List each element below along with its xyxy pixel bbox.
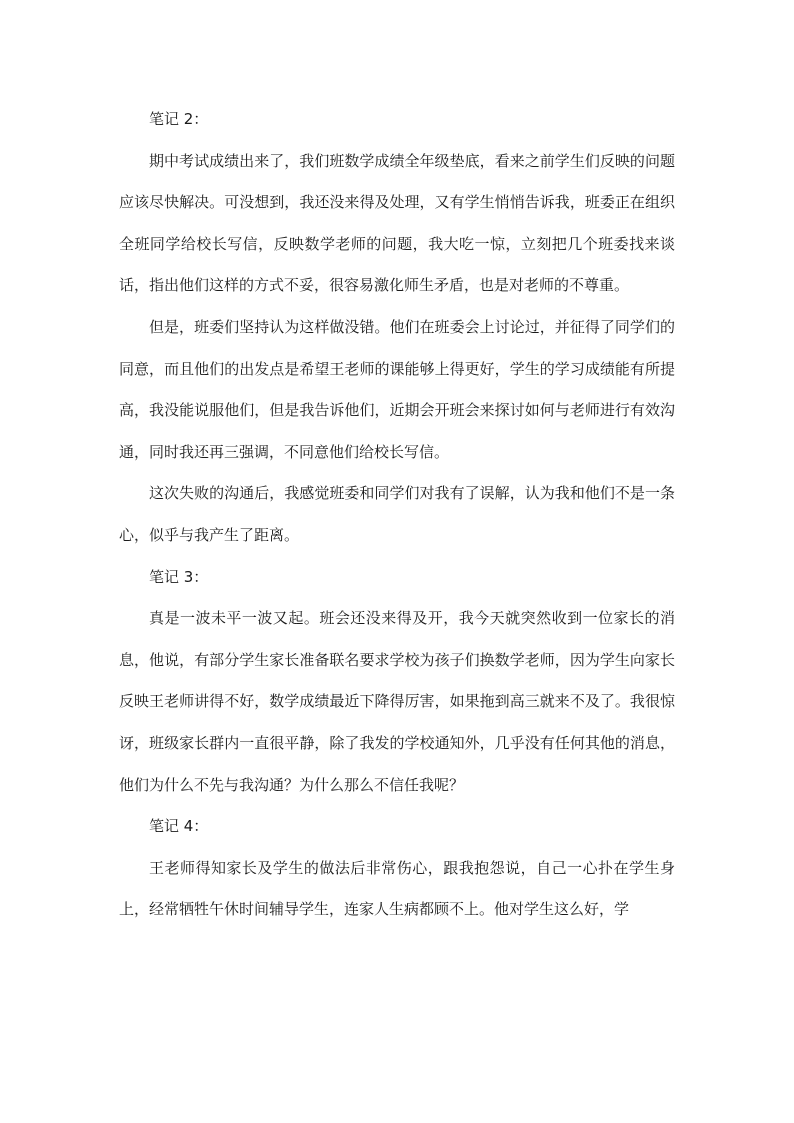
note-3-heading: 笔记 3：	[149, 567, 209, 586]
note-4-paragraph-1: 王老师得知家长及学生的做法后非常伤心，跟我抱怨说，自己一心扑在学生身上，经常牺牲午休时间辅导学生，连家人生病都顾不上。他对学生这么好，学	[119, 858, 675, 919]
note-2-heading: 笔记 2：	[149, 110, 209, 128]
note-2-paragraph-3: 这次失败的沟通后，我感觉班委和同学们对我有了误解，认为我和他们不是一条心，似乎与我产生了距离。	[119, 484, 675, 544]
note-2-paragraph-1: 期中考试成绩出来了，我们班数学成绩全年级垫底，看来之前学生们反映的问题应该尽快解决。可没想到，我还没来得及处理，又有学生悄悄告诉我，班委正在组织全班同学给校长写信，反映数学老师的问题，我大吃一惊，立刻把几个班委找来谈话，指出他们这样的方式不妥，很容易激化师生矛盾，也是对老师的不尊重。	[119, 151, 675, 295]
document-body	[119, 99, 675, 931]
note-2-paragraph-2: 但是，班委们坚持认为这样做没错。他们在班委会上讨论过，并征得了同学们的同意，而且他们的出发点是希望王老师的课能够上得更好，学生的学习成绩能有所提高，我没能说服他们，但是我告诉他们，近期会开班会来探讨如何与老师进行有效沟通，同时我还再三强调，不同意他们给校长写信。	[119, 317, 675, 461]
note-3-paragraph-1: 真是一波未平一波又起。班会还没来得及开，我今天就突然收到一位家长的消息，他说，有部分学生家长准备联名要求学校为孩子们换数学老师，因为学生向家长反映王老师讲得不好，数学成绩最近下降得厉害，如果拖到高三就来不及了。我很惊讶，班级家长群内一直很平静，除了我发的学校通知外，几乎没有任何其他的消息，他们为什么不先与我沟通？为什么那么不信任我呢？	[119, 609, 675, 794]
note-4-heading: 笔记 4：	[149, 817, 209, 836]
